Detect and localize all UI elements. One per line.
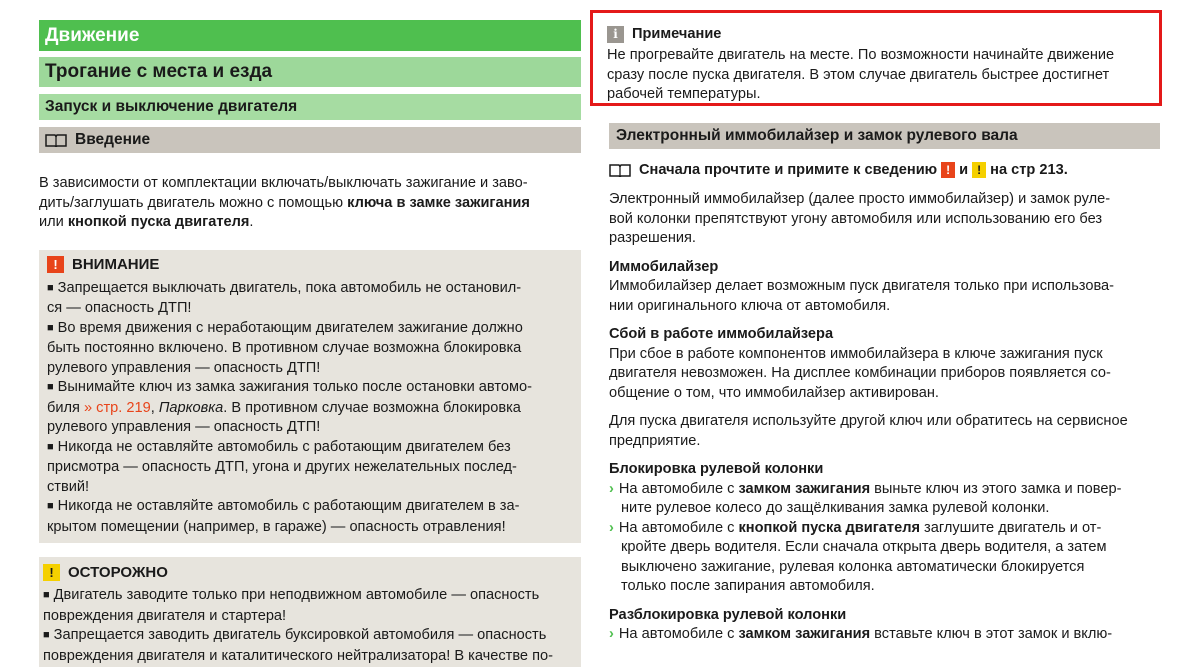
subheading-steering-unlock: Разблокировка рулевой колонки <box>609 606 847 623</box>
caution-icon: ! <box>43 564 60 581</box>
caution-item-cont: повреждения двигателя и каталитического нейтрализатора! В качестве по- <box>43 647 553 664</box>
caution-item-cont: повреждения двигателя и стартера! <box>43 607 287 624</box>
intro-line: В зависимости от комплектации включать/выключать зажигание и заво- <box>39 175 528 191</box>
list-item-cont: ните рулевое колесо до защёлкивания замка рулевой колонки. <box>621 500 1050 516</box>
list-item-cont: только после запирания автомобиля. <box>621 578 875 594</box>
arrow-icon: › <box>609 626 614 642</box>
note-line: рабочей температуры. <box>607 86 761 102</box>
warning-item-cont: крытом помещении (например, в гараже) — опасность отравления! <box>47 518 506 535</box>
term-ignition-lock: ключа в замке зажигания <box>347 194 530 211</box>
note-line: Не прогревайте двигатель на месте. По возможности начинайте движение <box>607 47 1115 63</box>
warning-ref-icon: ! <box>941 162 955 178</box>
warning-item: ■ Никогда не оставляйте автомобиль с работающим двигателем без <box>47 438 511 455</box>
term-start-button: кнопкой пуска двигателя <box>67 214 250 230</box>
steering-unlock-section <box>609 606 1171 645</box>
intro-paragraph <box>39 174 581 233</box>
arrow-icon: › <box>609 480 614 497</box>
heading-engine-start-stop: Запуск и выключение двигателя <box>39 94 581 120</box>
note-line: сразу после пуска двигателя. В этом случае двигатель быстрее достигнет <box>607 66 1110 83</box>
book-icon <box>609 163 631 177</box>
read-first-line: Сначала прочтите и примите к сведению ! и ! на стр 213. <box>609 162 1171 178</box>
immobilizer-section <box>609 258 1171 317</box>
info-icon: i <box>607 26 624 43</box>
caution-item: ■ Двигатель заводите только при неподвижном автомобиле — опасность <box>43 587 540 603</box>
paragraph-line: вой колонки препятствуют угону автомобиля или использованию его без <box>609 210 1103 227</box>
paragraph-line: При сбое в работе компонентов иммобилайзера в ключе зажигания пуск <box>609 345 1103 362</box>
introduction-label: Введение <box>75 131 151 148</box>
heading-immobilizer-section: Электронный иммобилайзер и замок рулевого вала <box>609 123 1160 149</box>
immobilizer-fault-section <box>609 325 1171 403</box>
list-item-cont: кройте дверь водителя. Если сначала открыта дверь водителя, а затем <box>621 539 1107 555</box>
warning-item-cont: биля » стр. 219, Парковка. В противном случае возможна блокировка <box>47 399 521 416</box>
intro-line: или кнопкой пуска двигателя. <box>39 214 254 230</box>
caution-ref-icon: ! <box>972 162 986 178</box>
left-column <box>39 20 581 667</box>
paragraph-line: нии оригинального ключа от автомобиля. <box>609 297 891 314</box>
warning-item-cont: рулевого управления — опасность ДТП! <box>47 359 321 376</box>
paragraph-line: Для пуска двигателя используйте другой ключ или обратитесь на сервисное <box>609 413 1128 429</box>
warning-box <box>39 250 581 544</box>
paragraph-line: общение о том, что иммобилайзер активирован. <box>609 384 939 401</box>
list-item: › На автомобиле с кнопкой пуска двигателя заглушите двигатель и от- <box>609 519 1102 536</box>
list-item-cont: выключено зажигание, рулевая колонка автоматически блокируется <box>621 558 1085 575</box>
warning-item: ■ Запрещается выключать двигатель, пока автомобиль не остановил- <box>47 279 522 296</box>
warning-item-cont: рулевого управления — опасность ДТП! <box>47 419 321 435</box>
warning-item-cont: присмотра — опасность ДТП, угона и других нежелательных послед- <box>47 459 517 475</box>
note-title: Примечание <box>632 26 722 42</box>
warning-item-cont: быть постоянно включено. В противном случае возможна блокировка <box>47 340 522 356</box>
warning-item: ■ Никогда не оставляйте автомобиль с работающим двигателем в за- <box>47 498 520 514</box>
paragraph-line: предприятие. <box>609 432 701 449</box>
note-box <box>590 10 1162 106</box>
page-219-link[interactable]: » стр. 219 <box>83 399 151 416</box>
warning-title: ВНИМАНИЕ <box>72 256 160 273</box>
right-column <box>609 10 1171 645</box>
immobilizer-intro <box>609 190 1171 249</box>
caution-title: ОСТОРОЖНО <box>68 563 168 581</box>
caution-box <box>39 557 581 667</box>
warning-item: ■ Вынимайте ключ из замка зажигания только после остановки автомо- <box>47 379 532 395</box>
warning-item: ■ Во время движения с неработающим двигателем зажигание должно <box>47 319 523 336</box>
subheading-immobilizer: Иммобилайзер <box>609 258 719 275</box>
heading-starting-driving: Трогание с места и езда <box>39 57 581 87</box>
paragraph-line: двигателя невозможен. На дисплее комбинации приборов появляется со- <box>609 365 1111 381</box>
list-item: › На автомобиле с замком зажигания вставьте ключ в этот замок и вклю- <box>609 626 1113 642</box>
paragraph-line: разрешения. <box>609 230 696 246</box>
warning-header <box>47 254 573 276</box>
note-header <box>607 23 1147 45</box>
book-icon <box>45 133 67 147</box>
warning-icon: ! <box>47 256 64 273</box>
paragraph-line: Электронный иммобилайзер (далее просто иммобилайзер) и замок руле- <box>609 191 1111 207</box>
steering-lock-section <box>609 460 1171 597</box>
caution-item: ■ Запрещается заводить двигатель буксировкой автомобиля — опасность <box>43 627 547 643</box>
other-key-paragraph <box>609 412 1171 451</box>
heading-movement: Движение <box>39 20 581 51</box>
intro-line: дить/заглушать двигатель можно с помощью ключа в замке зажигания <box>39 194 530 211</box>
arrow-icon: › <box>609 519 614 536</box>
list-item: › На автомобиле с замком зажигания выньте ключ из этого замка и повер- <box>609 480 1122 497</box>
heading-introduction <box>39 127 581 153</box>
caution-header <box>43 561 573 583</box>
warning-item-cont: ствий! <box>47 478 90 495</box>
page-213-ref[interactable]: на стр 213. <box>990 162 1068 178</box>
warning-item-cont: ся — опасность ДТП! <box>47 300 192 316</box>
subheading-steering-lock: Блокировка рулевой колонки <box>609 461 824 477</box>
paragraph-line: Иммобилайзер делает возможным пуск двигателя только при использова- <box>609 278 1115 294</box>
subheading-fault: Сбой в работе иммобилайзера <box>609 326 834 342</box>
